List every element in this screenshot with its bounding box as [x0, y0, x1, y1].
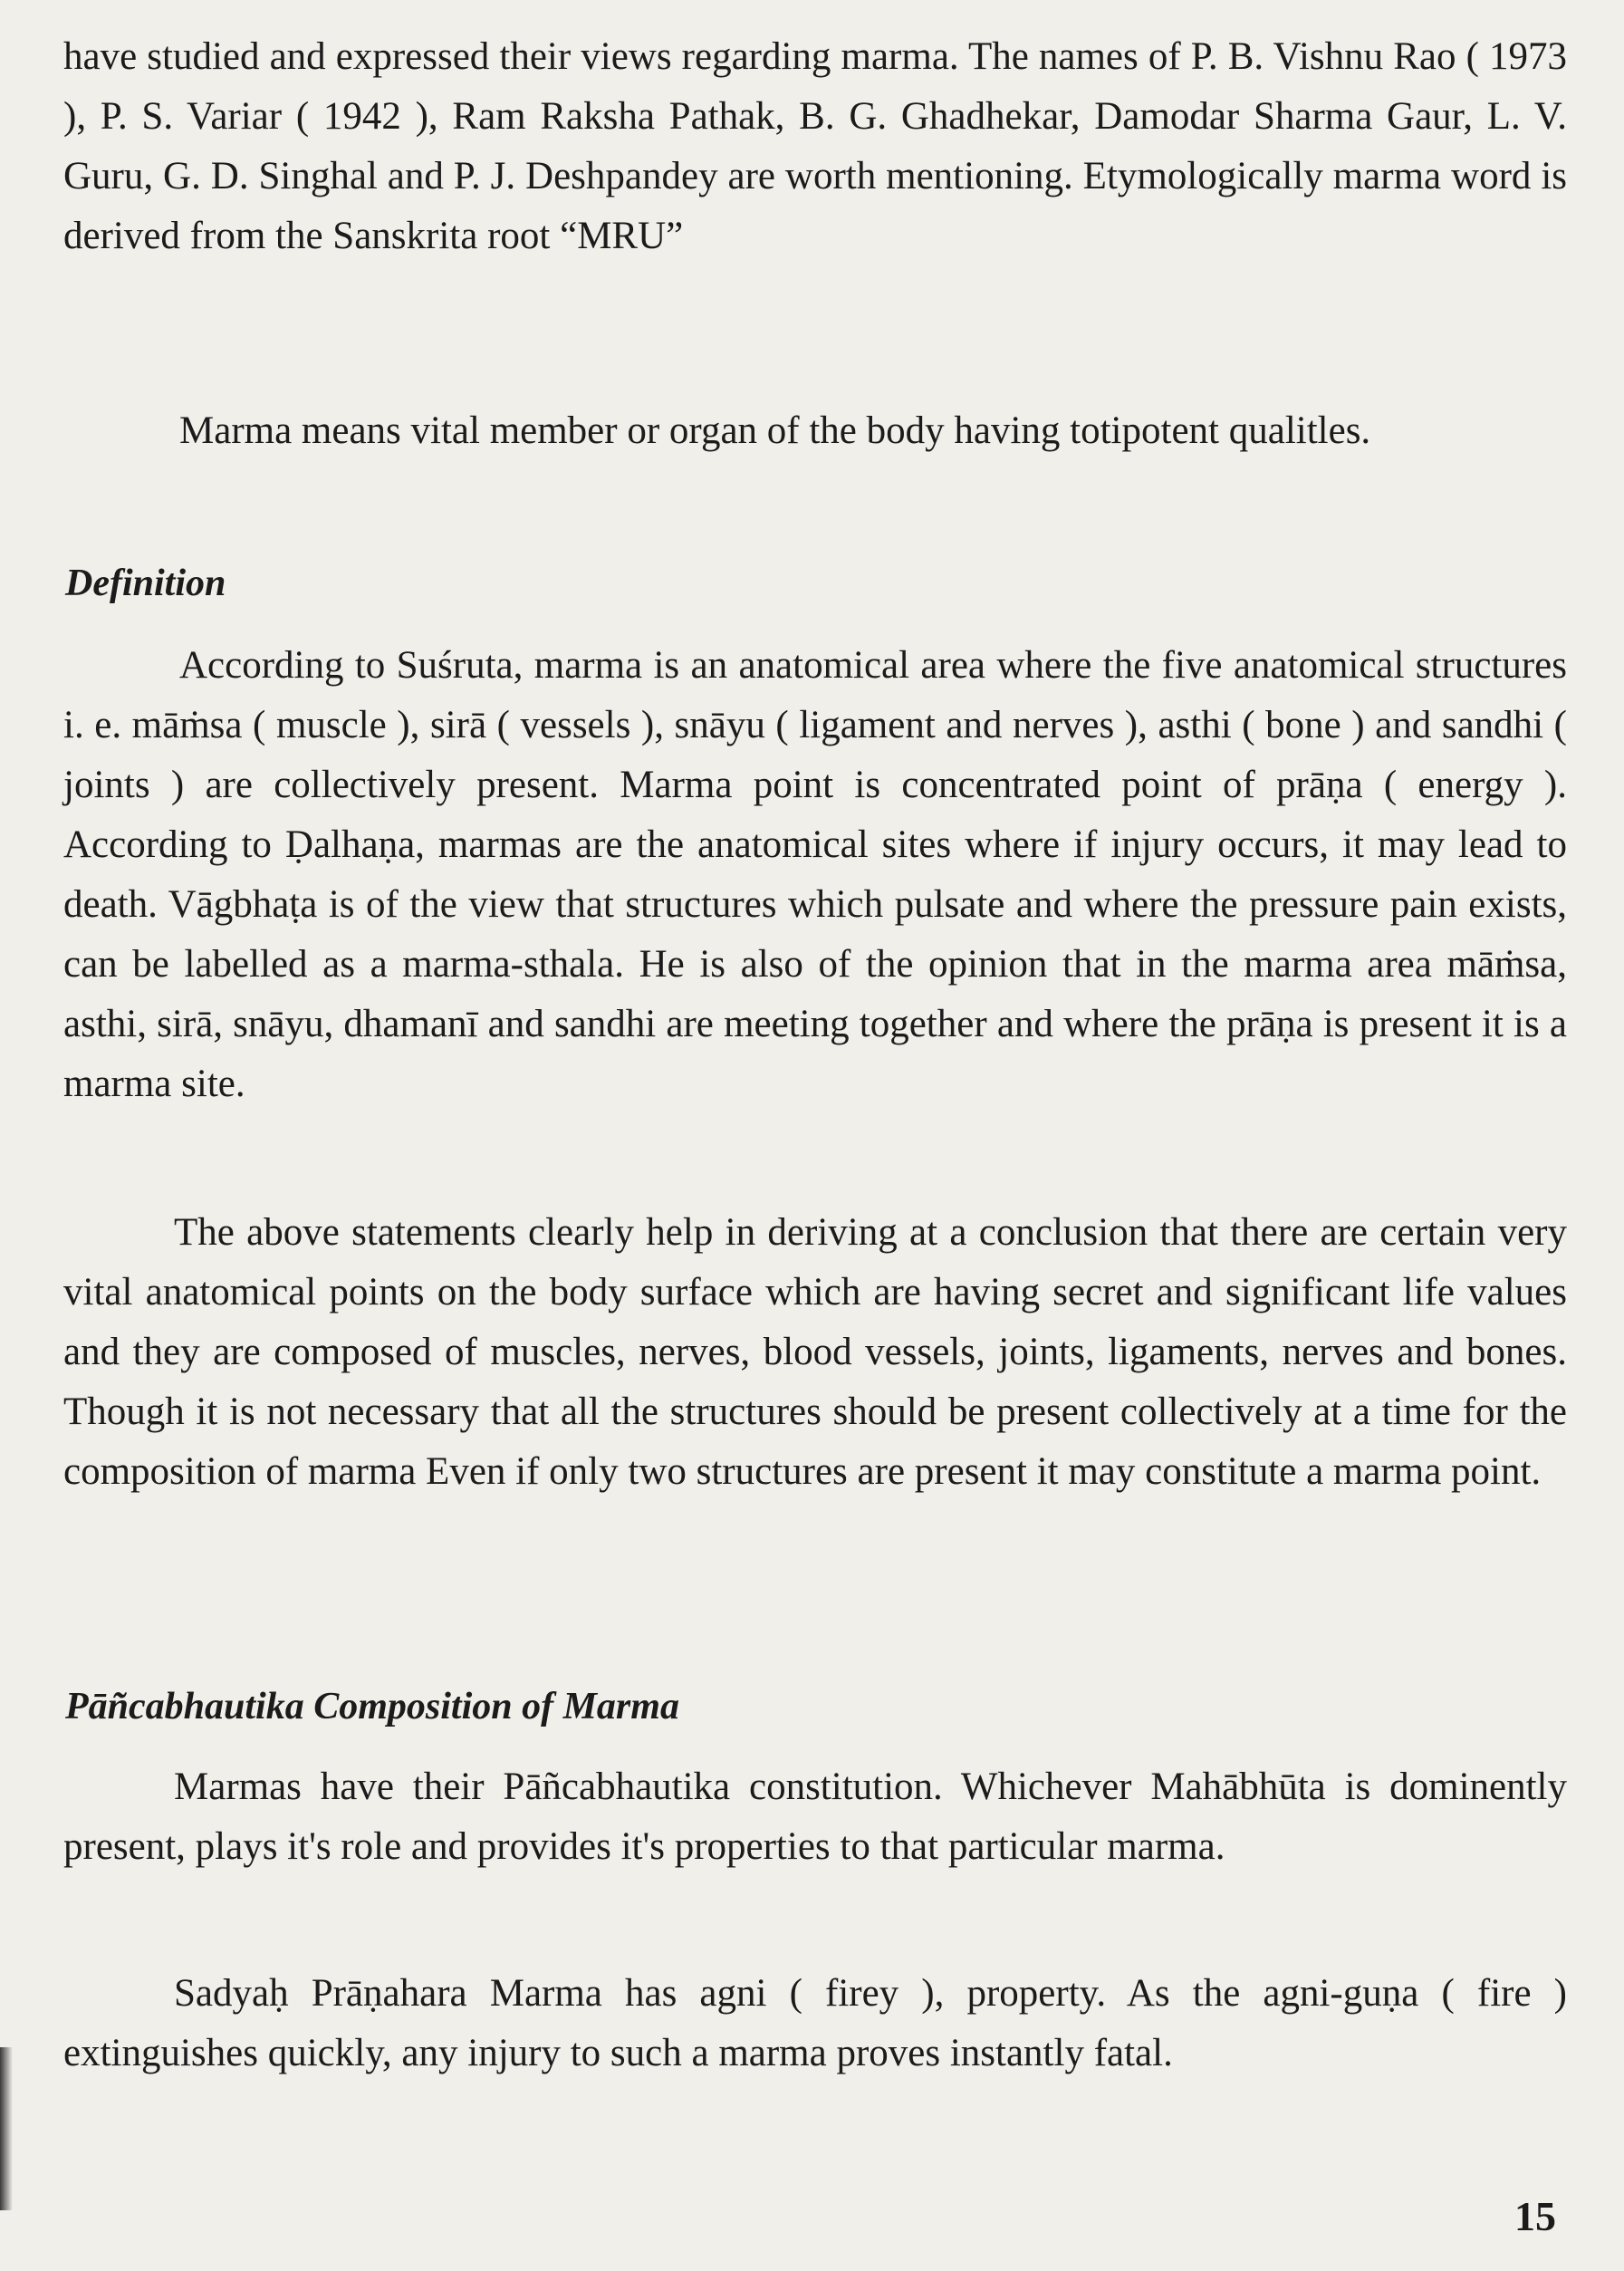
- scan-edge-shadow: [0, 2047, 13, 2210]
- paragraph-definition: According to Suśruta, marma is an anatomical area where the five anatomical structures i. e. māṁsa ( muscle ), sirā ( vessels ), snāyu ( ligament and nerves ), asthi ( bone ) and sandhi ( joints ) are collectively present. Marma point is concentrated point of prāṇa ( energy ). According to Ḍalhaṇa, marmas are the anatomical sites where if injury occurs, it may lead to death. Vāgbhaṭa is of the view that structures which pulsate and where the pressure pain exists, can be labelled as a marma-sthala. He is also of the opinion that in the marma area māṁsa, asthi, sirā, snāyu, dhamanī and sandhi are meeting together and where the prāṇa is present it is a marma site.: [63, 644, 1567, 1105]
- heading-composition: Pāñcabhautika Composition of Marma: [65, 1686, 679, 1727]
- page-number: 15: [1514, 2193, 1556, 2239]
- paragraph-marma-meaning: Marma means vital member or organ of the body having totipotent qualitles.: [179, 409, 1371, 452]
- paragraph-intro-names: have studied and expressed their views regarding marma. The names of P. B. Vishnu Rao ( 1973 ), P. S. Variar ( 1942 ), Ram Raksha Pathak, B. G. Ghadhekar, Damodar Sharma Gaur, L. V. Guru, G. D. Singhal and P. J. Deshpandey are worth mentioning. Etymologically marma word is derived from the Sanskrita root “MRU”: [63, 35, 1567, 257]
- paragraph-pancabhautika: Marmas have their Pāñcabhautika constitution. Whichever Mahābhūta is dominently present, plays it's role and provides it's properties to that particular marma.: [63, 1766, 1567, 1868]
- heading-definition: Definition: [65, 563, 226, 604]
- paragraph-sadyah-pranahara: Sadyaḥ Prāṇahara Marma has agni ( firey ), property. As the agni-guṇa ( fire ) extinguishes quickly, any injury to such a marma proves instantly fatal.: [63, 1972, 1567, 2074]
- paragraph-conclusion: The above statements clearly help in deriving at a conclusion that there are certain very vital anatomical points on the body surface which are having secret and significant life values and they are composed of muscles, nerves, blood vessels, joints, ligaments, nerves and bones. Though it is not necessary that all the structures should be present collectively at a time for the composition of marma Even if only two structures are present it may constitute a marma point.: [63, 1211, 1567, 1493]
